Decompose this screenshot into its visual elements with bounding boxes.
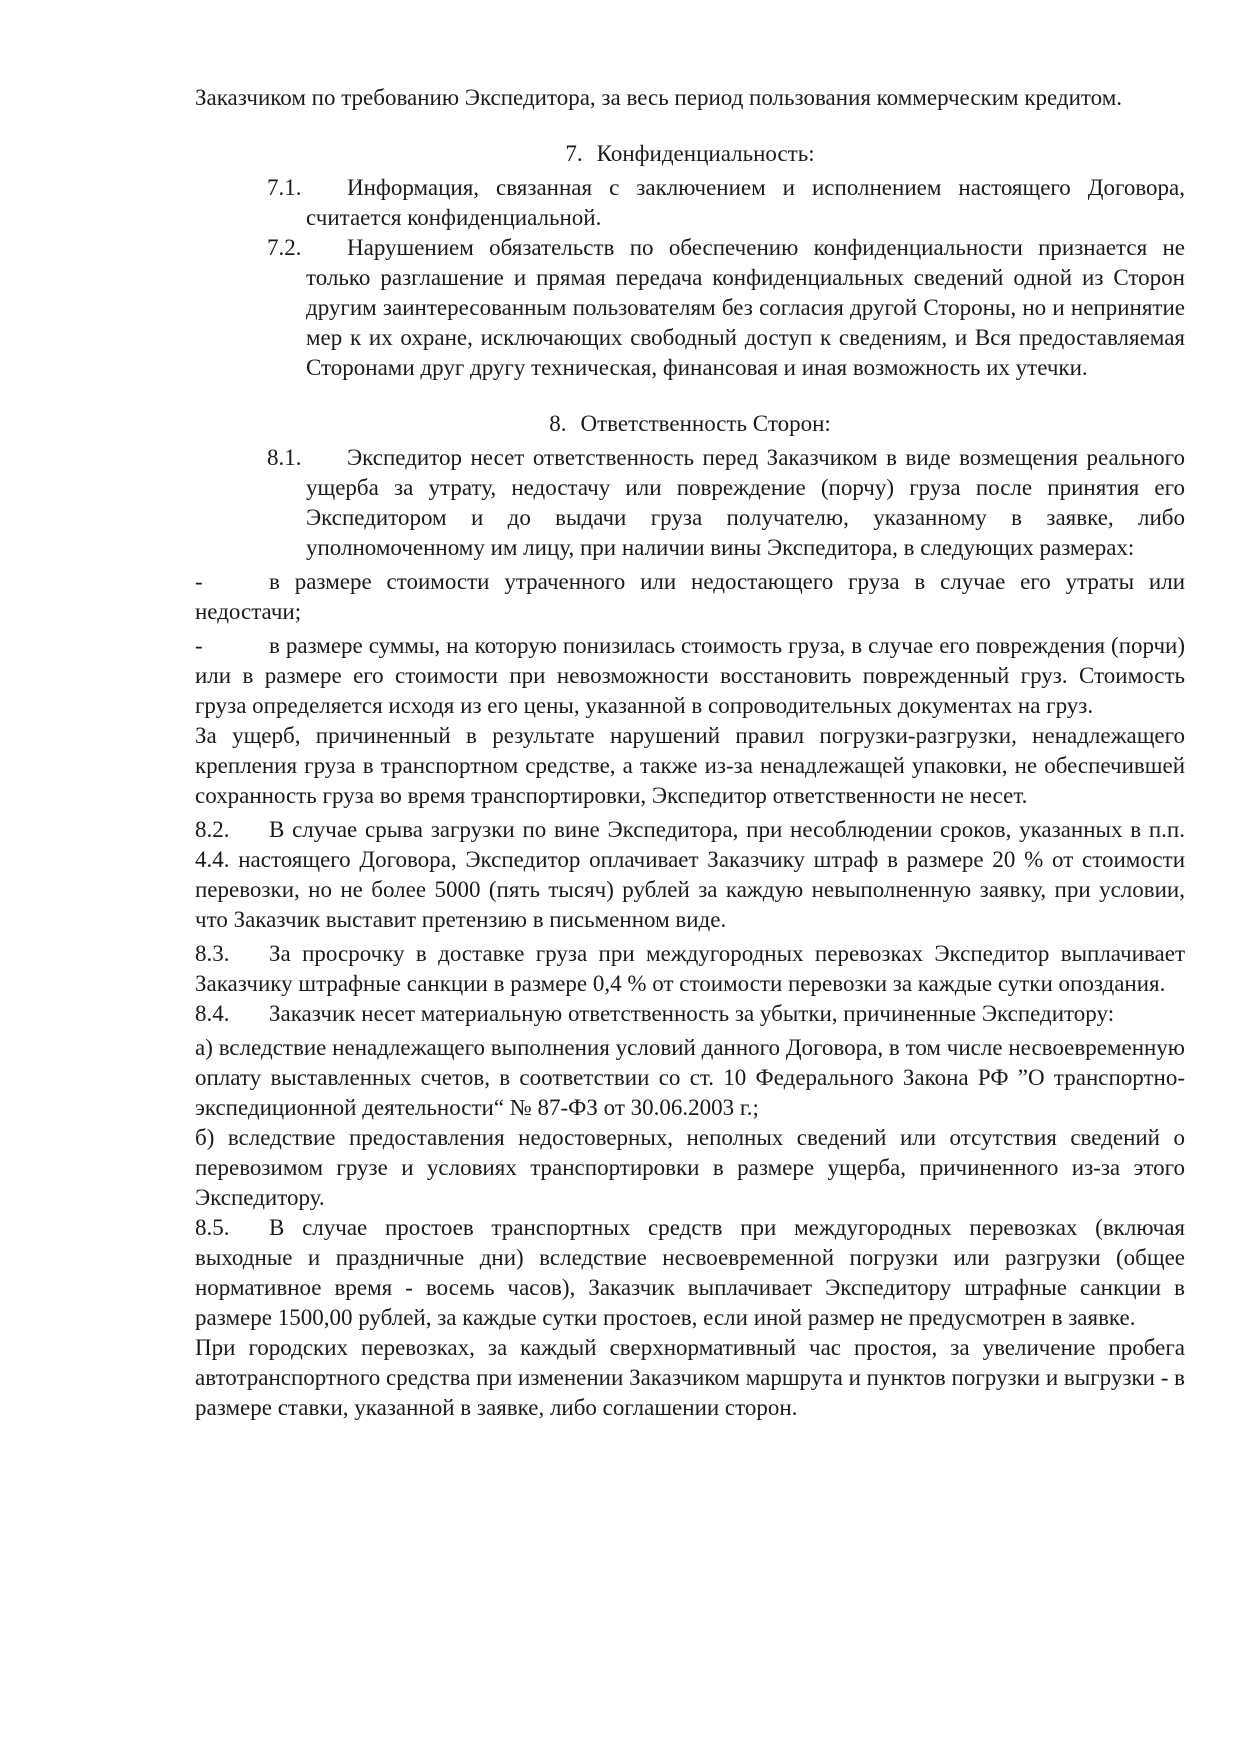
dash-mark: - bbox=[195, 633, 203, 658]
clause-7-2 bbox=[195, 233, 1185, 383]
clause-8-3 bbox=[195, 939, 1185, 999]
clause-8-3-number: 8.3. bbox=[195, 941, 230, 966]
clause-8-1-text: Экспедитор несет ответственность перед Заказчиком в виде возмещения реального ущерба за утрату, недостачу или повреждение (порчу) груза после принятия его Экспедитором и до выдачи груза получателю, указанному в заявке, либо уполномоченному им лицу, при наличии вины Экспедитора, в следующих размерах: bbox=[306, 445, 1185, 560]
clause-7-1-text: Информация, связанная с заключением и исполнением настоящего Договора, считается конфиденциальной. bbox=[306, 175, 1185, 230]
section-8-heading bbox=[195, 409, 1185, 439]
clause-8-2-text: В случае срыва загрузки по вине Экспедитора, при несоблюдении сроков, указанных в п.п. 4.4. настоящего Договора, Экспедитор оплачивает Заказчику штраф в размере 20 % от стоимости перевозки, но не более 5000 (пять тысяч) рублей за каждую невыполненную заявку, при условии, что Заказчик выставит претензию в письменном виде. bbox=[195, 817, 1185, 932]
clause-7-1-number: 7.1. bbox=[267, 175, 302, 200]
dash-mark: - bbox=[195, 569, 203, 594]
clause-7-2-text: Нарушением обязательств по обеспечению конфиденциальности признается не только разглашение и прямая передача конфиденциальных сведений одной из Сторон другим заинтересованным пользователям без согласия другой Стороны, но и непринятие мер к их охране, исключающих свободный доступ к сведениям, и Вся предоставляемая Сторонами друг другу техническая, финансовая и иная возможность их утечки. bbox=[306, 235, 1185, 380]
section-7-heading bbox=[195, 139, 1185, 169]
clause-7-2-number: 7.2. bbox=[267, 235, 302, 260]
clause-8-5 bbox=[195, 1213, 1185, 1333]
clause-8-1-number: 8.1. bbox=[267, 445, 302, 470]
dash-item-2-text: в размере суммы, на которую понизилась стоимость груза, в случае его повреждения (порчи) или в размере его стоимости при невозможности восстановить поврежденный груз. Стоимость груза определяется исходя из его цены, указанной в сопроводительных документах на груз. bbox=[195, 633, 1185, 718]
clause-8-4 bbox=[195, 999, 1185, 1029]
clause-8-2 bbox=[195, 815, 1185, 935]
section-7-title: Конфиденциальность: bbox=[596, 141, 815, 166]
clause-8-4-a: а) вследствие ненадлежащего выполнения условий данного Договора, в том числе несвоевременную оплату выставленных счетов, в соответствии со ст. 10 Федерального Закона РФ ”О транспортно-экспедиционной деятельности“ № 87-ФЗ от 30.06.2003 г.; bbox=[195, 1035, 1185, 1120]
clause-8-5-text: В случае простоев транспортных средств при междугородных перевозках (включая выходные и праздничные дни) вследствие несвоевременной погрузки или разгрузки (общее нормативное время - восемь часов), Заказчик выплачивает Экспедитору штрафные санкции в размере 1500,00 рублей, за каждые сутки простоев, если иной размер не предусмотрен в заявке. bbox=[195, 1215, 1185, 1330]
dash-item-1 bbox=[195, 567, 1185, 627]
city-transport-note: При городских перевозках, за каждый сверхнормативный час простоя, за увеличение пробега автотранспортного средства при изменении Заказчиком маршрута и пунктов погрузки и выгрузки - в размере ставки, указанной в заявке, либо соглашении сторон. bbox=[195, 1335, 1185, 1420]
clause-8-1 bbox=[195, 443, 1185, 563]
clause-8-4-number: 8.4. bbox=[195, 1001, 230, 1026]
damage-note: За ущерб, причиненный в результате нарушений правил погрузки-разгрузки, ненадлежащего крепления груза в транспортном средстве, а также из-за ненадлежащей упаковки, не обеспечившей сохранность груза во время транспортировки, Экспедитор ответственности не несет. bbox=[195, 723, 1185, 808]
section-8-title: Ответственность Сторон: bbox=[580, 411, 831, 436]
clause-8-2-number: 8.2. bbox=[195, 817, 230, 842]
clause-8-3-text: За просрочку в доставке груза при междугородных перевозках Экспедитор выплачивает Заказчику штрафные санкции в размере 0,4 % от стоимости перевозки за каждые сутки опоздания. bbox=[195, 941, 1185, 996]
clause-7-1 bbox=[195, 173, 1185, 233]
section-8-number: 8. bbox=[549, 411, 567, 436]
clause-8-4-b: б) вследствие предоставления недостоверных, неполных сведений или отсутствия сведений о перевозимом грузе и условиях транспортировки в размере ущерба, причиненного из-за этого Экспедитору. bbox=[195, 1125, 1185, 1210]
intro-paragraph: Заказчиком по требованию Экспедитора, за весь период пользования коммерческим кредитом. bbox=[195, 85, 1123, 110]
clause-8-5-number: 8.5. bbox=[195, 1215, 230, 1240]
section-7-number: 7. bbox=[565, 141, 583, 166]
dash-item-1-text: в размере стоимости утраченного или недостающего груза в случае его утраты или недостачи; bbox=[195, 569, 1185, 624]
document-body bbox=[195, 83, 1185, 1423]
clause-8-4-text: Заказчик несет материальную ответственность за убытки, причиненные Экспедитору: bbox=[269, 1001, 1115, 1026]
dash-item-2 bbox=[195, 631, 1185, 721]
